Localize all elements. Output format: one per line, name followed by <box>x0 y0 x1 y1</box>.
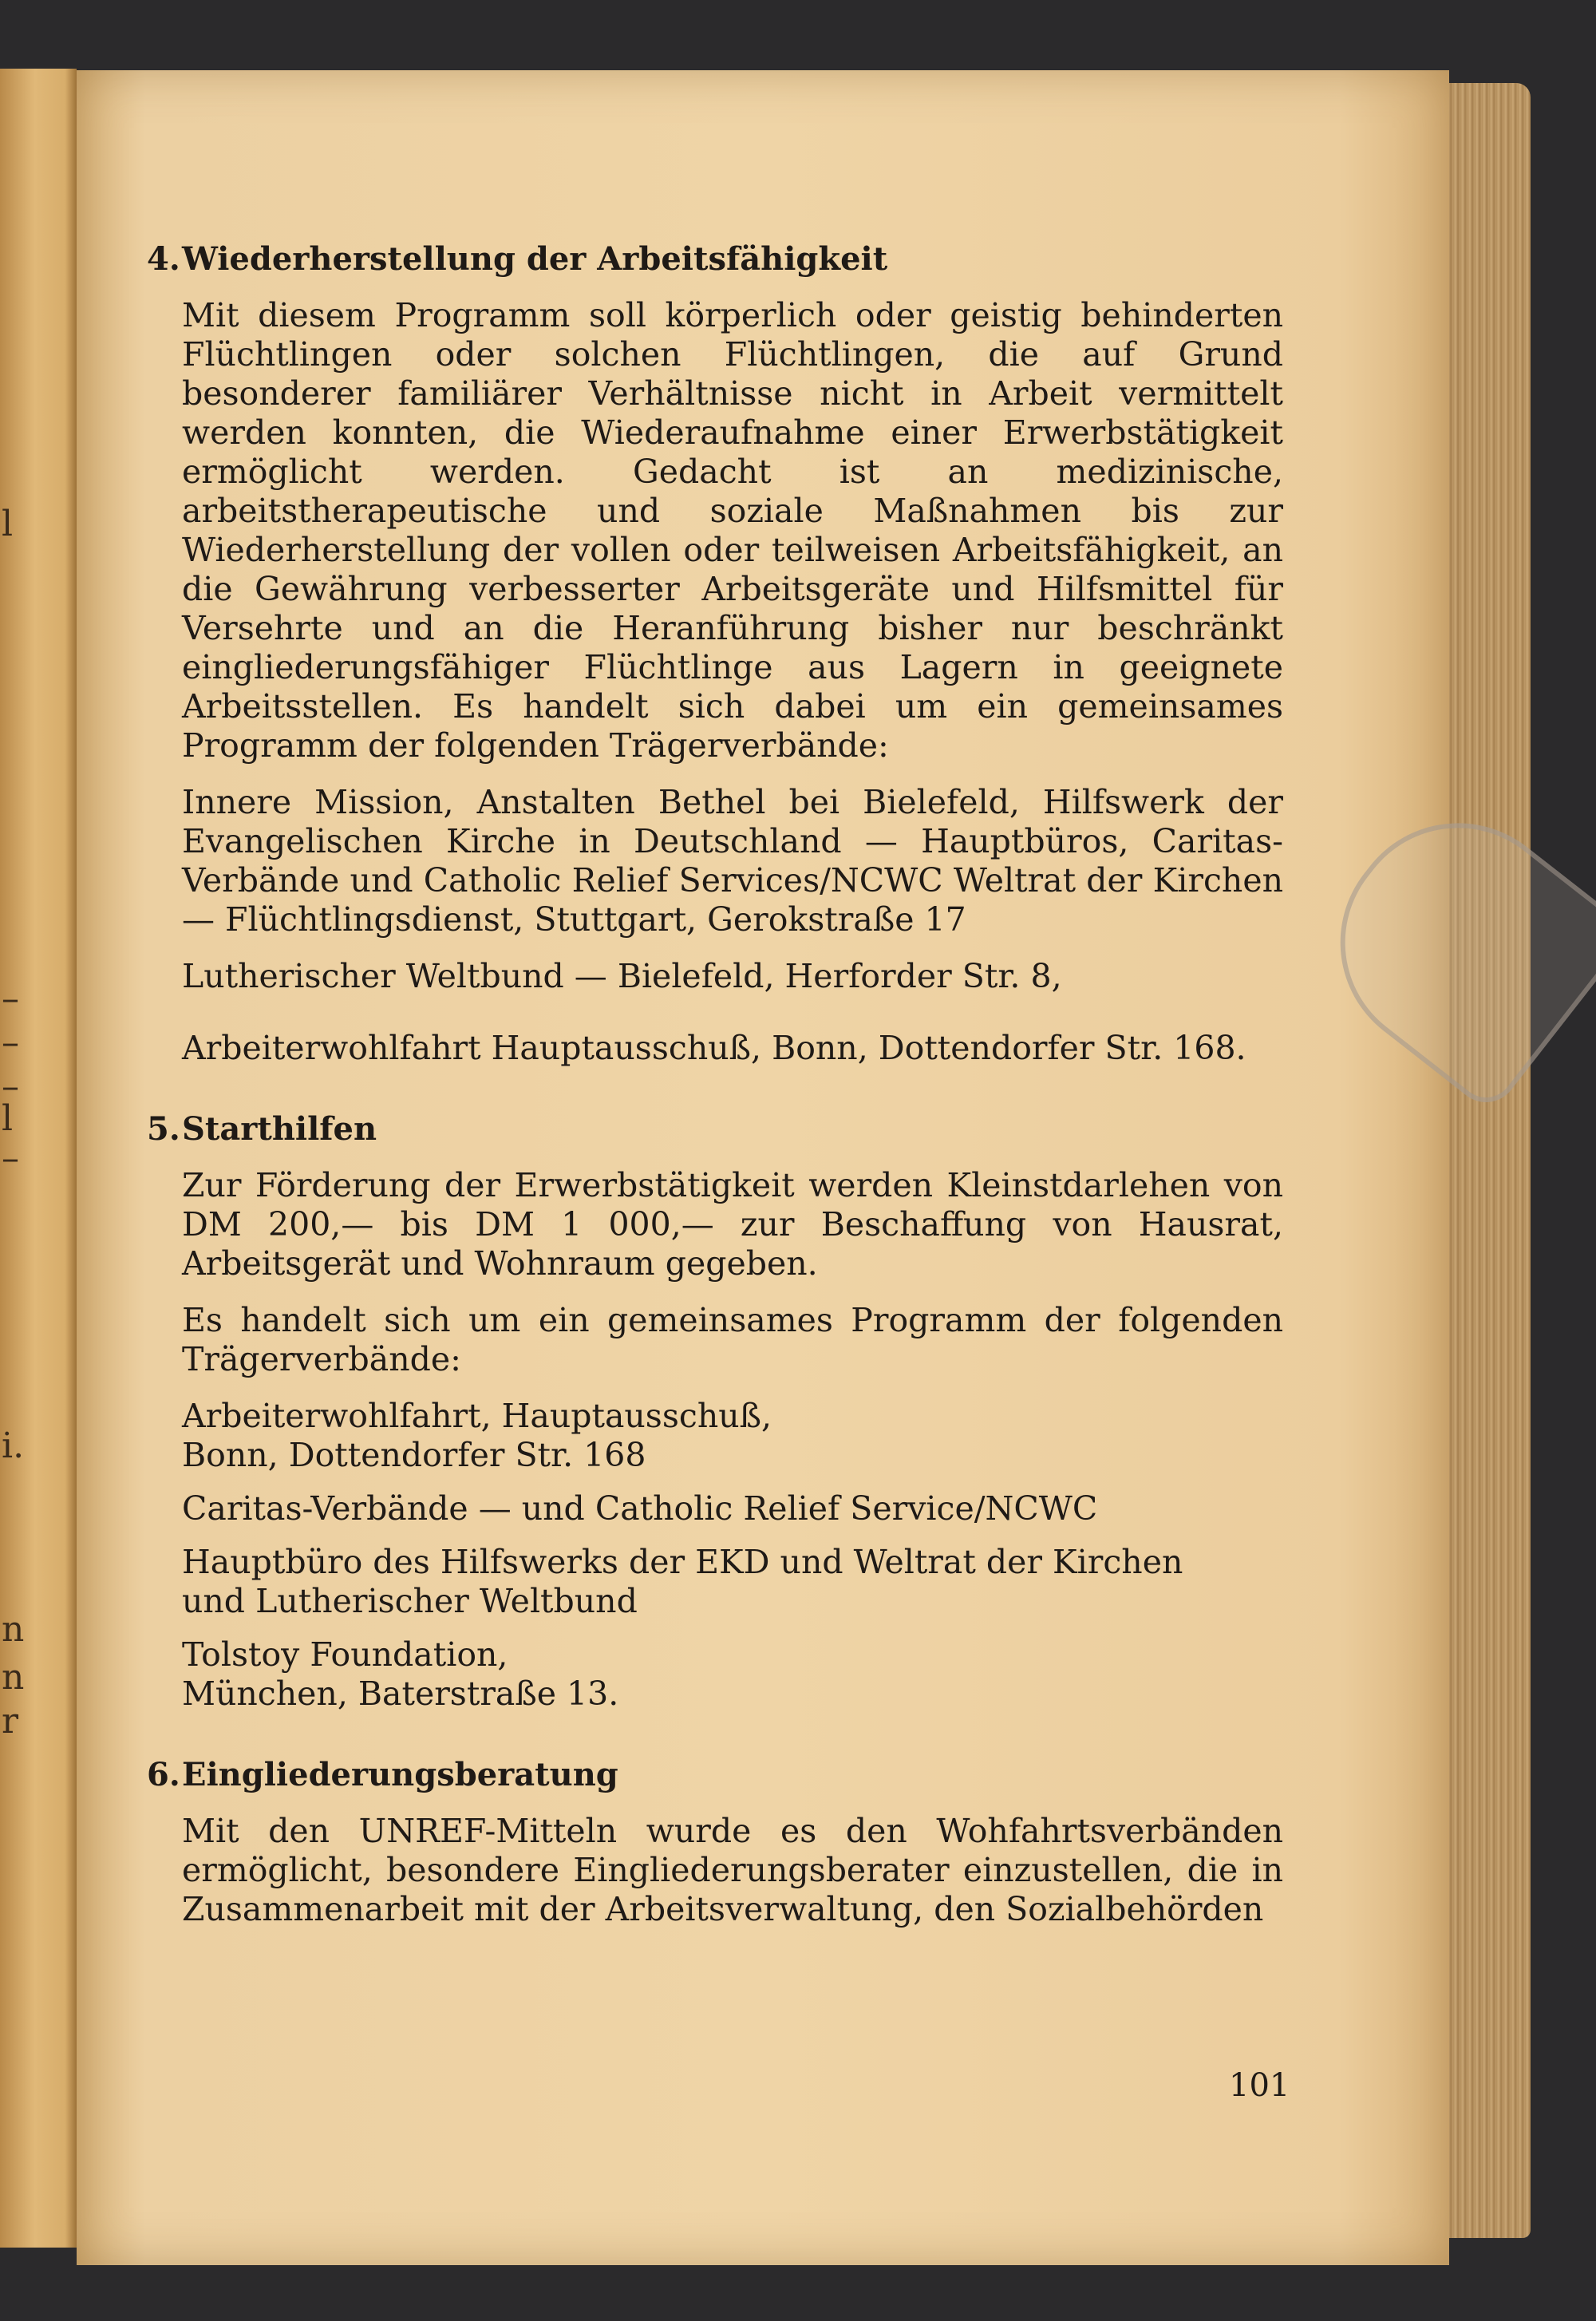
section-title: Eingliederungsberatung <box>182 1756 618 1793</box>
paragraph: Mit diesem Programm soll körperlich oder geistig behinderten Flüchtlingen oder solchen Flüchtlingen, die auf Grund besonderer familiärer Verhältnisse nicht in Arbeit vermittelt werden konnten, die Wiederaufnahme einer Erwerbstätigkeit ermöglicht werden. Gedacht ist an medizinische, arbeitstherapeutische und soziale Maßnahmen bis zur Wiederherstellung der vollen oder teilweisen Arbeitsfähigkeit, an die Gewährung verbesserter Arbeitsgeräte und Hilfsmittel für Versehrte und an die Heranführung bisher nur beschränkt eingliederungsfähiger Flüchtlinge aus Lagern in geeignete Arbeitsstellen. Es handelt sich dabei um ein gemeinsames Programm der folgenden Trägerverbände: <box>182 296 1283 765</box>
section-number: 4. <box>147 240 180 278</box>
paragraph: Innere Mission, Anstalten Bethel bei Bielefeld, Hilfswerk der Evangelischen Kirche in Deutschland — Hauptbüros, Caritas-Verbände und Catholic Relief Services/NCWC Weltrat der Kirchen — Flüchtlingsdienst, Stuttgart, Gerokstraße 17 <box>182 783 1283 939</box>
list-item <box>182 1543 1283 1621</box>
section-heading <box>147 1109 1283 1149</box>
list-item-line: München, Baterstraße 13. <box>182 1675 619 1713</box>
left-page-fragment: – <box>2 1066 19 1107</box>
left-page-fragment: l <box>2 504 14 544</box>
previous-page-edge <box>0 69 77 2248</box>
left-page-fragment: l <box>2 1098 14 1139</box>
section-title: Starthilfen <box>182 1110 377 1148</box>
page-number: 101 <box>1229 2067 1290 2104</box>
paragraph: Es handelt sich um ein gemeinsames Programm der folgenden Trägerverbände: <box>182 1301 1283 1378</box>
paragraph: Lutherischer Weltbund — Bielefeld, Herforder Str. 8, <box>182 957 1062 995</box>
left-page-fragment: – <box>2 1022 19 1063</box>
page-text <box>147 239 1283 1929</box>
left-page-fragment: i. <box>2 1425 25 1466</box>
list-item-line: Arbeiterwohlfahrt, Hauptausschuß, <box>182 1397 772 1435</box>
list-item <box>182 1397 1283 1475</box>
list-item-line: Bonn, Dottendorfer Str. 168 <box>182 1436 646 1474</box>
list-item-line: Caritas-Verbände — und Catholic Relief Service/NCWC <box>182 1489 1098 1528</box>
list-item-line: und Lutherischer Weltbund <box>182 1582 638 1620</box>
paragraph: Zur Förderung der Erwerbstätigkeit werden Kleinstdarlehen von DM 200,— bis DM 1 000,— zur Beschaffung von Hausrat, Arbeitsgerät und Wohnraum gegeben. <box>182 1166 1283 1283</box>
page-block-edge <box>1446 83 1531 2238</box>
left-page-fragment: – <box>2 1138 19 1179</box>
list-item-line: Tolstoy Foundation, <box>182 1635 508 1674</box>
paragraph: Mit den UNREF-Mitteln wurde es den Wohfahrtsverbänden ermöglicht, besondere Eingliederungsberater einzustellen, die in Zusammenarbeit mit der Arbeitsverwaltung, den Sozialbehörden <box>182 1812 1283 1928</box>
section-number: 6. <box>147 1756 180 1793</box>
left-page-fragment: r <box>2 1701 19 1742</box>
left-page-fragment: n <box>2 1609 25 1650</box>
list-item-line: Hauptbüro des Hilfswerks der EKD und Weltrat der Kirchen <box>182 1543 1183 1581</box>
section-number: 5. <box>147 1110 180 1148</box>
section-title: Wiederherstellung der Arbeitsfähigkeit <box>182 240 888 278</box>
paragraph: Arbeiterwohlfahrt Hauptausschuß, Bonn, Dottendorfer Str. 168. <box>182 1029 1246 1067</box>
list-item <box>182 1489 1283 1528</box>
left-page-fragment: n <box>2 1657 25 1698</box>
list-item <box>182 1635 1283 1714</box>
section-heading <box>147 239 1283 279</box>
left-page-fragment: – <box>2 979 19 1019</box>
section-heading <box>147 1755 1283 1794</box>
